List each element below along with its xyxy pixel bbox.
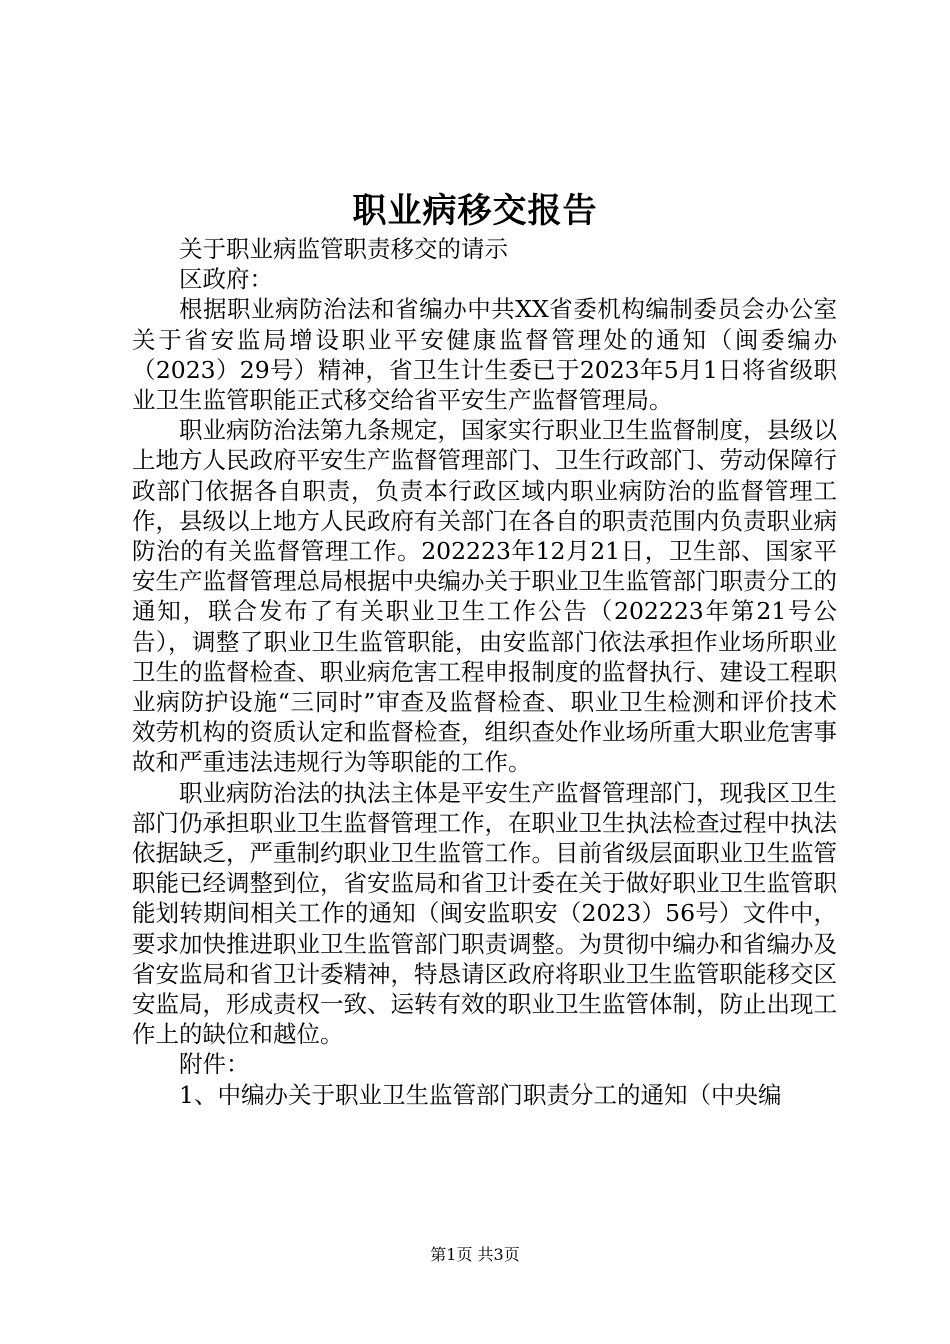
paragraph-2: 职业病防治法第九条规定，国家实行职业卫生监督制度，县级以上地方人民政府平安生产监督管理部门、卫生行政部门、劳动保障行政部门依据各自职责，负责本行政区域内职业病防治的监督管理工作，县级以上地方人民政府有关部门在各自的职责范围内负责职业病防治的有关监督管理工作。202223年12月21日，卫生部、国家平安生产监督管理总局根据中央编办关于职业卫生监管部门职责分工的通知，联合发布了有关职业卫生工作公告（202223年第21号公告），调整了职业卫生监管职能，由安监部门依法承担作业场所职业卫生的监督检查、职业病危害工程申报制度的监督执行、建设工程职业病防护设施“三同时”审查及监督检查、职业卫生检测和评价技术效劳机构的资质认定和监督检查，组织查处作业场所重大职业危害事故和严重违法违规行为等职能的工作。 [132,416,837,777]
subject-line: 关于职业病监管职责移交的请示 [179,235,508,263]
attachment-item-1: 1、中编办关于职业卫生监管部门职责分工的通知（中央编 [179,1080,782,1109]
paragraph-3: 职业病防治法的执法主体是平安生产监督管理部门，现我区卫生部门仍承担职业卫生监督管理工作，在职业卫生执法检查过程中执法依据缺乏，严重制约职业卫生监管工作。目前省级层面职业卫生监管职能已经调整到位，省安监局和省卫计委在关于做好职业卫生监管职能划转期间相关工作的通知（闽安监职安（2023）56号）文件中，要求加快推进职业卫生监管部门职责调整。为贯彻中编办和省编办及省安监局和省卫计委精神，特恳请区政府将职业卫生监管职能移交区安监局，形成责权一致、运转有效的职业卫生监管体制，防止出现工作上的缺位和越位。 [132,778,837,1049]
document-title: 职业病移交报告 [352,191,598,231]
paragraph-1: 根据职业病防治法和省编办中共XX省委机构编制委员会办公室关于省安监局增设职业平安健康监督管理处的通知（闽委编办（2023）29号）精神，省卫生计生委已于2023年5月1日将省级职业卫生监管职能正式移交给省平安生产监督管理局。 [132,295,837,415]
page-number-footer: 第1页 共3页 [430,1245,520,1264]
salutation: 区政府： [179,265,273,294]
attachment-heading: 附件： [179,1050,250,1079]
document-body [132,234,837,1110]
